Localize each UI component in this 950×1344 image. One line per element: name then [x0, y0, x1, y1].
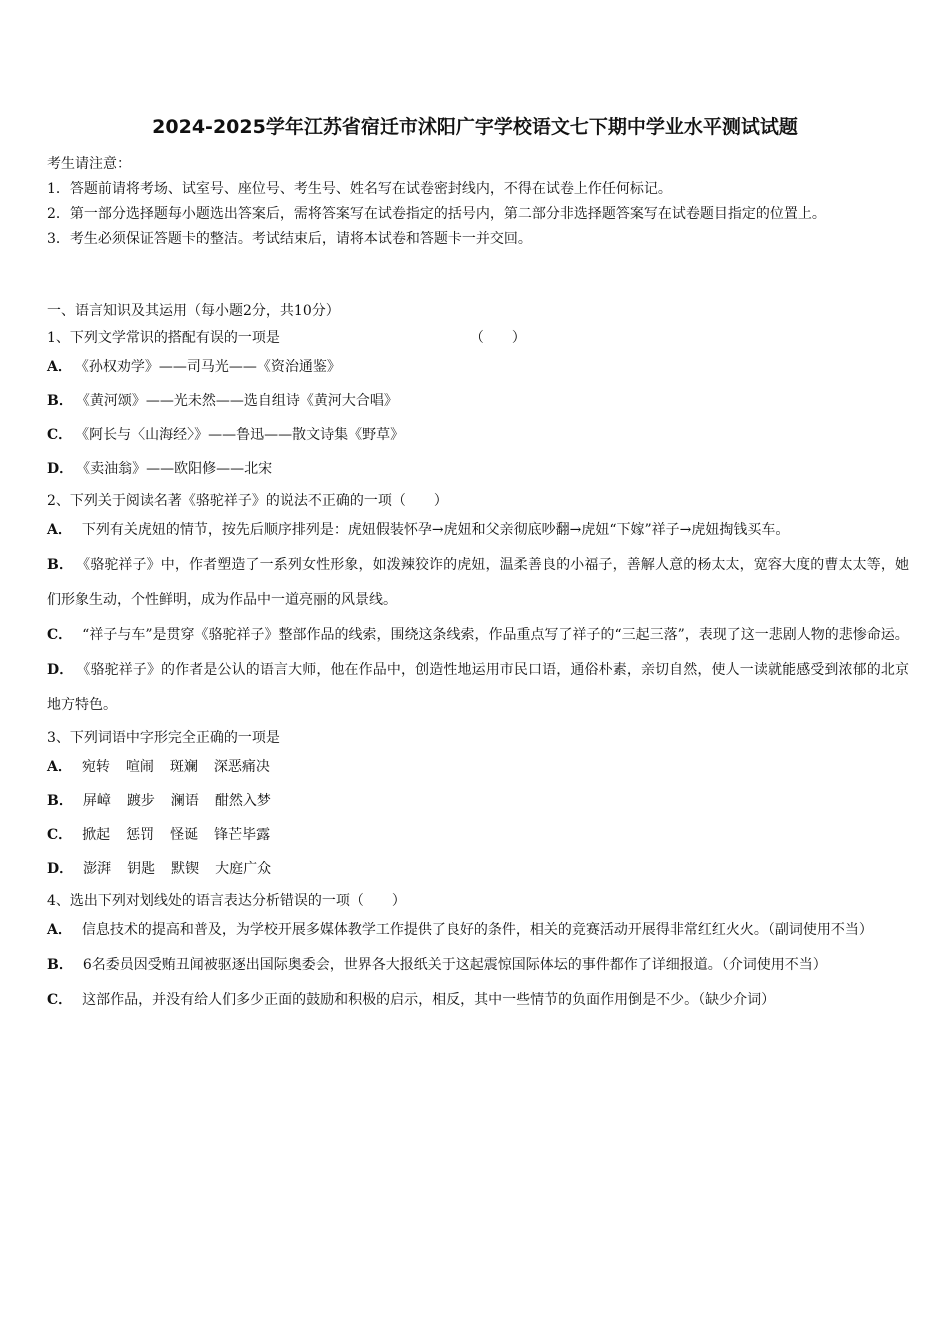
option-word: 默锲	[171, 861, 200, 877]
question-3-option-b	[47, 784, 909, 818]
option-word: 宛转	[81, 759, 110, 775]
exam-body	[47, 299, 909, 1018]
question-1-option-a	[47, 350, 909, 384]
question-1-option-b	[47, 384, 909, 418]
option-text: “祥子与车”是贯穿《骆驼祥子》整部作品的线索，围绕这条线索，作品重点写了祥子的“三起三落”，表现了这一悲剧人物的悲惨命运。	[82, 627, 909, 643]
candidate-notice	[47, 152, 907, 252]
option-label: C．	[47, 427, 73, 443]
option-label: B．	[47, 957, 73, 973]
option-text: 《黄河颂》——光未然——选自组诗《黄河大合唱》	[82, 393, 398, 409]
question-2-stem: 2、下列关于阅读名著《骆驼祥子》的说法不正确的一项（ ）	[47, 493, 448, 509]
option-word: 怪诞	[170, 827, 199, 843]
option-label: B．	[47, 557, 74, 573]
section-heading: 一、语言知识及其运用（每小题2分，共10分）	[47, 303, 340, 319]
option-word: 惩罚	[126, 827, 155, 843]
answer-parentheses: （ ）	[469, 330, 526, 346]
question-3-option-a	[47, 750, 909, 784]
option-label: D．	[47, 861, 74, 877]
option-word: 钥匙	[127, 861, 156, 877]
option-text: 《阿长与〈山海经〉》——鲁迅——散文诗集《野草》	[82, 427, 405, 443]
option-label: A．	[47, 522, 72, 538]
question-4-option-a	[47, 913, 909, 948]
question-4-option-c	[47, 983, 909, 1018]
option-label: A．	[47, 759, 72, 775]
option-text: 6名委员因受贿丑闻被驱逐出国际奥委会，世界各大报纸关于这起震惊国际体坛的事件都作了详细报道。（介词使用不当）	[82, 957, 827, 973]
option-word: 锋芒毕露	[214, 827, 271, 843]
question-1-option-d	[47, 452, 909, 486]
option-word: 酣然入梦	[214, 793, 271, 809]
question-2-option-c	[47, 618, 909, 653]
option-text: 下列有关虎妞的情节，按先后顺序排列是：虎妞假装怀孕→虎妞和父亲彻底吵翻→虎妞“下嫁”祥子→虎妞掏钱买车。	[81, 522, 790, 538]
question-3-option-d	[47, 852, 909, 886]
question-2-option-d	[47, 653, 909, 723]
option-label: B．	[47, 793, 73, 809]
question-1-stem	[47, 326, 909, 350]
option-word: 深恶痛决	[213, 759, 270, 775]
question-2-option-b	[47, 548, 909, 618]
option-label: C．	[47, 827, 73, 843]
question-1-text: 1、下列文学常识的搭配有误的一项是	[47, 330, 280, 346]
notice-item-3: 3．考生必须保证答题卡的整洁。考试结束后，请将本试卷和答题卡一并交回。	[47, 231, 532, 247]
option-word: 澎湃	[83, 861, 112, 877]
option-word: 澜语	[170, 793, 199, 809]
question-4-stem: 4、选出下列对划线处的语言表达分析错误的一项（ ）	[47, 893, 406, 909]
question-1-option-c	[47, 418, 909, 452]
question-3-option-c	[47, 818, 909, 852]
question-4-option-b	[47, 948, 909, 983]
notice-item-1: 1．答题前请将考场、试室号、座位号、考生号、姓名写在试卷密封线内，不得在试卷上作任何标记。	[47, 181, 672, 197]
option-text: 《骆驼祥子》中，作者塑造了一系列女性形象，如泼辣狡诈的虎妞，温柔善良的小福子，善解人意的杨太太，宽容大度的曹太太等，她们形象生动，个性鲜明，成为作品中一道亮丽的风景线。	[47, 557, 909, 608]
option-label: C．	[47, 627, 73, 643]
option-text: 《卖油翁》——欧阳修——北宋	[83, 461, 273, 477]
option-text: 《孙权劝学》——司马光——《资治通鉴》	[81, 359, 341, 375]
option-label: D．	[47, 461, 74, 477]
option-text: 这部作品，并没有给人们多少正面的鼓励和积极的启示，相反，其中一些情节的负面作用倒是不少。（缺少介词）	[82, 992, 776, 1008]
option-word: 踱步	[126, 793, 155, 809]
option-text: 《骆驼祥子》的作者是公认的语言大师，他在作品中，创造性地运用市民口语，通俗朴素，亲切自然，使人一读就能感受到浓郁的北京地方特色。	[47, 662, 910, 713]
option-word: 斑斓	[169, 759, 198, 775]
exam-title: 2024-2025学年江苏省宿迁市沭阳广宇学校语文七下期中学业水平测试试题	[152, 116, 798, 138]
question-3-stem: 3、下列词语中字形完全正确的一项是	[47, 730, 280, 746]
option-word: 屏嶂	[82, 793, 111, 809]
question-2-option-a	[47, 513, 909, 548]
option-label: C．	[47, 992, 73, 1008]
option-text: 信息技术的提高和普及，为学校开展多媒体教学工作提供了良好的条件，相关的竞赛活动开展得非常红红火火。（副词使用不当）	[81, 922, 873, 938]
notice-item-2: 2．第一部分选择题每小题选出答案后，需将答案写在试卷指定的括号内，第二部分非选择题答案写在试卷题目指定的位置上。	[47, 206, 826, 222]
notice-heading: 考生请注意：	[47, 156, 131, 172]
option-label: A．	[47, 922, 72, 938]
option-label: B．	[47, 393, 73, 409]
option-word: 掀起	[82, 827, 111, 843]
option-label: D．	[47, 662, 74, 678]
option-label: A．	[47, 359, 72, 375]
option-word: 大庭广众	[215, 861, 272, 877]
option-word: 喧闹	[125, 759, 154, 775]
